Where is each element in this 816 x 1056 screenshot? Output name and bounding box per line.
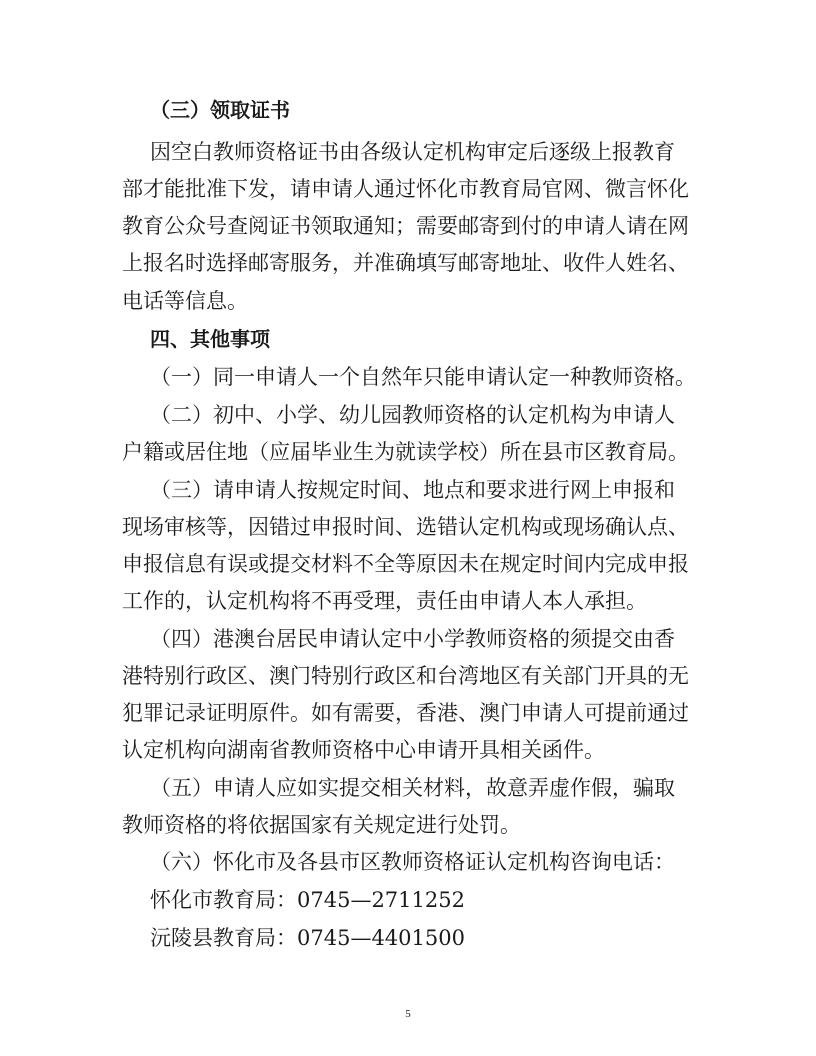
- paragraph-line: 港特别行政区、澳门特别行政区和台湾地区有关部门开具的无: [122, 664, 689, 688]
- paragraph-line: 上报名时选择邮寄服务，并准确填写邮寄地址、收件人姓名、: [122, 251, 689, 275]
- paragraph-line: （四）港澳台居民申请认定中小学教师资格的须提交由香: [150, 627, 675, 651]
- section-heading-other-matters: 四、其他事项: [150, 327, 270, 351]
- paragraph-line: 犯罪记录证明原件。如有需要，香港、澳门申请人可提前通过: [122, 701, 689, 725]
- paragraph-line: 认定机构向湖南省教师资格中心申请开具相关函件。: [122, 738, 605, 762]
- paragraph-line: 电话等信息。: [122, 289, 248, 313]
- contact-line-huaihua: 怀化市教育局：0745—2711252: [150, 888, 465, 912]
- paragraph-line: 教师资格的将依据国家有关规定进行处罚。: [122, 813, 521, 837]
- paragraph-line: 因空白教师资格证书由各级认定机构审定后逐级上报教育: [150, 140, 675, 164]
- paragraph-line: 教育公众号查阅证书领取通知；需要邮寄到付的申请人请在网: [122, 214, 689, 238]
- contact-line-yuanling: 沅陵县教育局：0745—4401500: [150, 926, 465, 950]
- paragraph-line: （三）请申请人按规定时间、地点和要求进行网上申报和: [150, 478, 675, 502]
- paragraph-line: （一）同一申请人一个自然年只能申请认定一种教师资格。: [150, 365, 696, 389]
- paragraph-line: 现场审核等，因错过申报时间、选错认定机构或现场确认点、: [122, 515, 689, 539]
- section-heading-collect-certificate: （三）领取证书: [150, 98, 290, 122]
- page-number: 5: [405, 1008, 411, 1020]
- paragraph-line: （六）怀化市及各县市区教师资格证认定机构咨询电话：: [150, 850, 675, 874]
- paragraph-line: 部才能批准下发，请申请人通过怀化市教育局官网、微言怀化: [122, 177, 689, 201]
- paragraph-line: （五）申请人应如实提交相关材料，故意弄虚作假，骗取: [150, 776, 675, 800]
- paragraph-line: （二）初中、小学、幼儿园教师资格的认定机构为申请人: [150, 403, 675, 427]
- paragraph-line: 申报信息有误或提交材料不全等原因未在规定时间内完成申报: [122, 552, 689, 576]
- paragraph-line: 工作的，认定机构将不再受理，责任由申请人本人承担。: [122, 589, 647, 613]
- paragraph-line: 户籍或居住地（应届毕业生为就读学校）所在县市区教育局。: [122, 440, 689, 464]
